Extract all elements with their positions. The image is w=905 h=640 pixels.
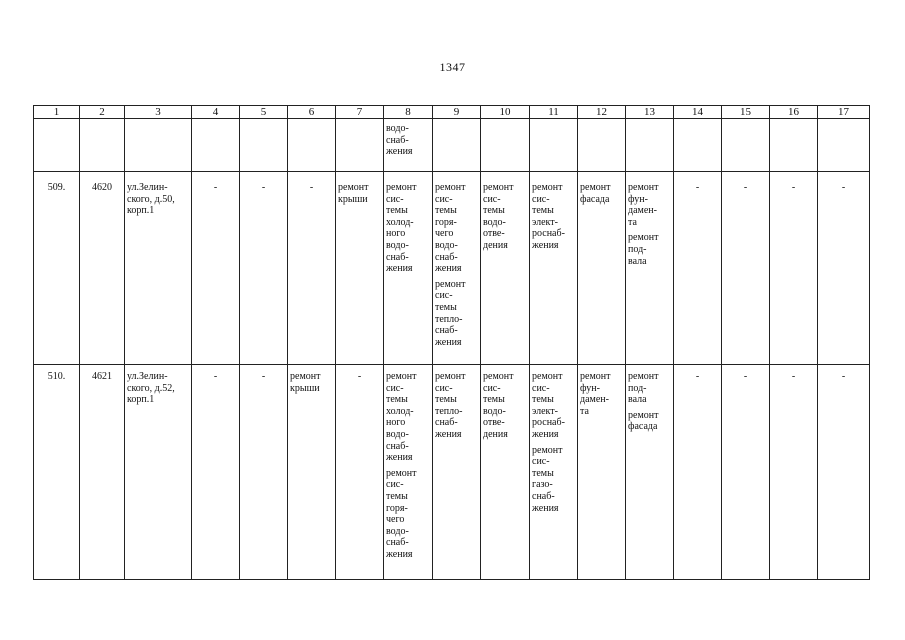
cell-entry: ремонт фасада [580,182,611,205]
column-number-row [34,106,870,119]
work-cell [530,365,578,580]
column-header: 13 [626,106,674,119]
continuation-cell [384,119,433,172]
empty-value: - [288,172,336,365]
work-cell [578,172,626,365]
cell-entry: ремонт сис- темы элект- роснаб- жения [532,182,565,251]
cell-entry: ремонт сис- темы тепло- снаб- жения [435,278,466,348]
column-header: 3 [125,106,192,119]
row-number: 509. [34,172,80,365]
repair-schedule-table [33,105,870,580]
column-header: 17 [818,106,870,119]
empty-value: - [192,365,240,580]
column-header: 11 [530,106,578,119]
cell-entry: ремонт под- вала [628,232,659,267]
column-header: 14 [674,106,722,119]
cell-entry: ремонт сис- темы горя- чего водо- снаб- жения [435,182,466,275]
column-header: 5 [240,106,288,119]
address: ул.Зелин- ского, д.50, корп.1 [127,182,175,217]
cell-entry: водо- снаб- жения [386,123,413,158]
column-header: 16 [770,106,818,119]
cell-entry: ремонт сис- темы водо- отве- дения [483,182,514,251]
empty-value: - [192,172,240,365]
cell-entry: ремонт сис- темы горя- чего водо- снаб- жения [386,467,417,560]
column-header: 10 [481,106,530,119]
empty-value: - [240,172,288,365]
column-header: 15 [722,106,770,119]
column-header: 6 [288,106,336,119]
empty-value: - [770,172,818,365]
work-cell [336,172,384,365]
work-cell [481,172,530,365]
column-header: 4 [192,106,240,119]
cell-entry: ремонт сис- темы холод- ного водо- снаб- жения [386,182,417,275]
empty-value: - [240,365,288,580]
work-cell [530,172,578,365]
cell-entry: ремонт сис- темы водо- отве- дения [483,371,514,440]
column-header: 1 [34,106,80,119]
cell-entry: ремонт фасада [628,409,659,433]
work-cell [433,172,481,365]
work-cell [384,365,433,580]
empty-value: - [770,365,818,580]
table-row [34,172,870,365]
column-header: 2 [80,106,125,119]
cell-entry: ремонт фун- дамен- та [628,182,659,228]
cell-entry: ремонт крыши [290,371,321,394]
cell-entry: ремонт под- вала [628,371,659,406]
empty-value: - [336,365,384,580]
cell-entry: ремонт крыши [338,182,369,205]
work-cell [433,365,481,580]
column-header: 7 [336,106,384,119]
column-header: 8 [384,106,433,119]
work-cell [288,365,336,580]
cell-entry: ремонт сис- темы газо- снаб- жения [532,444,563,514]
row-number: 510. [34,365,80,580]
cell-entry: ремонт сис- темы тепло- снаб- жения [435,371,466,440]
address-cell [125,172,192,365]
building-code: 4621 [80,365,125,580]
cell-entry: ремонт сис- темы холод- ного водо- снаб- жения [386,371,417,464]
column-header: 12 [578,106,626,119]
work-cell [384,172,433,365]
table-row [34,365,870,580]
continuation-row [34,119,870,172]
cell-entry: ремонт сис- темы элект- роснаб- жения [532,371,565,440]
empty-value: - [674,365,722,580]
work-cell [626,365,674,580]
work-cell [578,365,626,580]
empty-value: - [722,172,770,365]
cell-entry: ремонт фун- дамен- та [580,371,611,417]
address: ул.Зелин- ского, д.52, корп.1 [127,371,175,406]
empty-value: - [674,172,722,365]
work-cell [626,172,674,365]
empty-value: - [722,365,770,580]
page-number: 1347 [439,60,466,74]
empty-value: - [818,172,870,365]
address-cell [125,365,192,580]
building-code: 4620 [80,172,125,365]
work-cell [481,365,530,580]
empty-value: - [818,365,870,580]
column-header: 9 [433,106,481,119]
